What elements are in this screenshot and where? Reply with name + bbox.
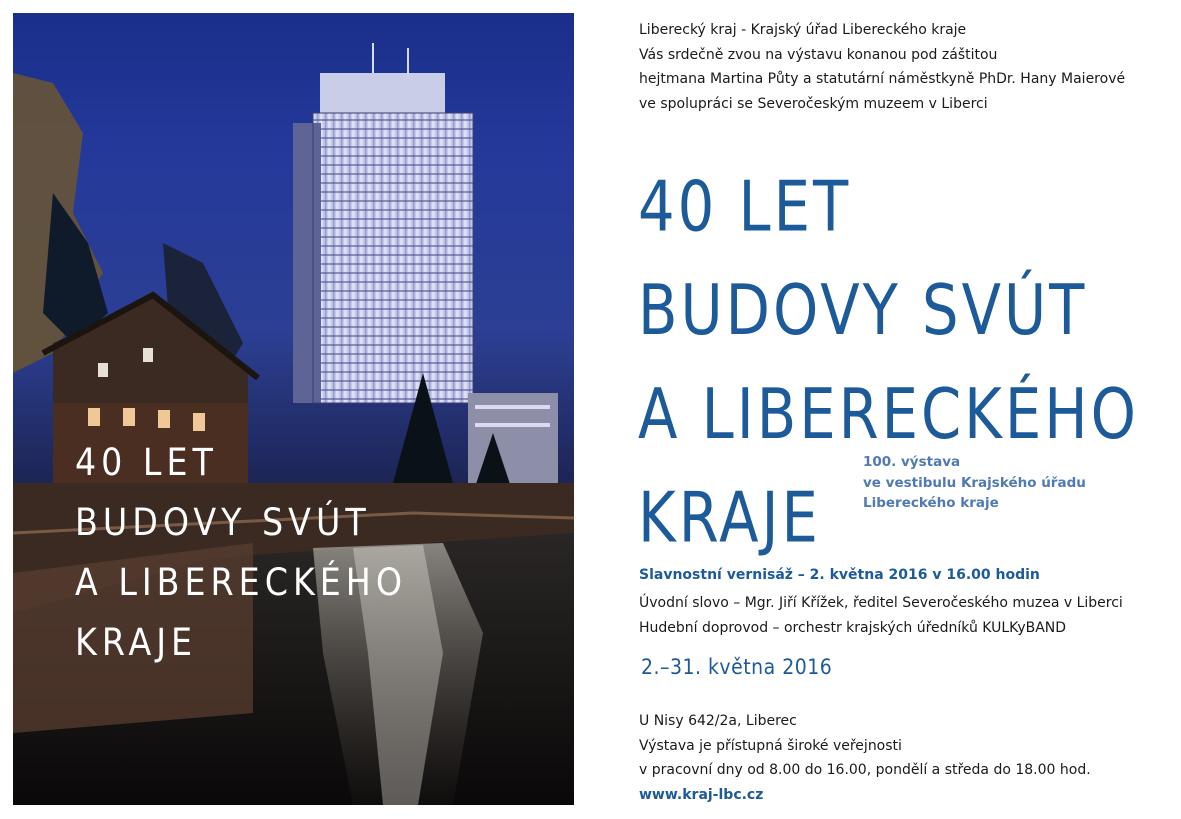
main-title-line-4: KRAJE [638,478,821,559]
night-building-illustration [13,13,574,805]
exhibition-dates: 2.–31. května 2016 [641,655,833,679]
intro-line: hejtmana Martina Půty a statutární náměstkyně PhDr. Hany Maierové [639,71,1126,87]
intro-line: Liberecký kraj - Krajský úřad Libereckého kraje [639,22,967,38]
photo-title-line-3: A LIBERECKÉHO [75,561,408,604]
exhibition-subtitle [863,452,1086,514]
subtitle-line: ve vestibulu Krajského úřadu [863,474,1086,491]
program-line: Hudební doprovod – orchestr krajských úředníků KULKyBAND [639,619,1067,636]
main-title-line-3: A LIBERECKÉHO [638,375,1139,456]
program-line: Úvodní slovo – Mgr. Jiří Křížek, ředitel Severočeského muzea v Liberci [639,595,1123,611]
exhibition-photo [13,13,574,805]
address: U Nisy 642/2a, Liberec [639,713,797,729]
main-title-line-1: 40 LET [638,167,852,248]
vernissage-heading: Slavnostní vernisáž – 2. května 2016 v 16.00 hodin [639,567,1040,583]
photo-title-line-1: 40 LET [75,441,218,484]
photo-overlay-title [75,433,407,673]
opening-hours: v pracovní dny od 8.00 do 16.00, pondělí a středa do 18.00 hod. [639,762,1091,778]
photo-title-line-2: BUDOVY SVÚT [75,501,371,544]
subtitle-line: 100. výstava [863,454,961,470]
website-link[interactable]: www.kraj-lbc.cz [639,786,764,803]
intro-line: ve spolupráci se Severočeským muzeem v Liberci [639,95,988,112]
vernissage-program [639,591,1123,640]
intro-line: Vás srdečně zvou na výstavu konanou pod záštitou [639,46,998,63]
main-title-line-2: BUDOVY SVÚT [638,271,1088,352]
info-line: Výstava je přístupná široké veřejnosti [639,737,902,754]
photo-title-line-4: KRAJE [75,621,198,664]
visitor-info [639,709,1091,807]
invitation-intro [639,18,1125,116]
subtitle-line: Libereckého kraje [863,495,999,511]
